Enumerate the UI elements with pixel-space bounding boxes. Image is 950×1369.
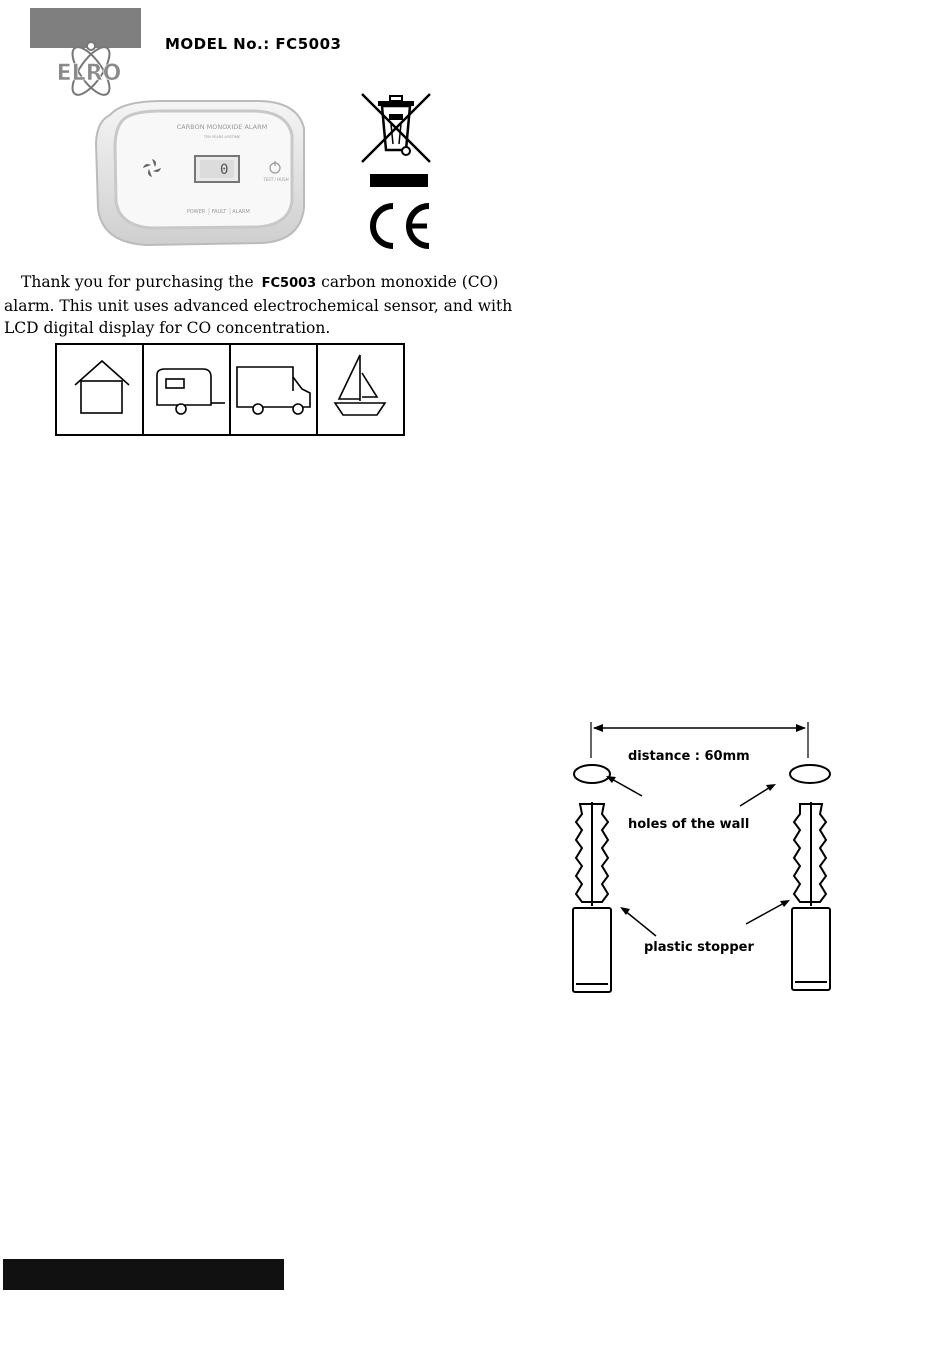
stopper-label: plastic stopper bbox=[644, 940, 754, 955]
svg-text:0: 0 bbox=[220, 162, 229, 178]
led-label-fault: FAULT bbox=[211, 209, 227, 215]
intro-line2: alarm. This unit uses advanced electrochemical sensor, and with bbox=[4, 297, 513, 315]
wall-hole-left bbox=[574, 765, 610, 783]
motorhome-icon bbox=[237, 367, 310, 414]
usage-icons-strip bbox=[55, 343, 405, 436]
weee-bin-icon bbox=[358, 88, 434, 188]
intro-part1: Thank you for purchasing the bbox=[21, 273, 254, 291]
intro-line3: LCD digital display for CO concentration. bbox=[4, 319, 331, 337]
led-label-power: POWER bbox=[186, 209, 206, 215]
intro-model: FC5003 bbox=[261, 276, 317, 291]
model-number: MODEL No.: FC5003 bbox=[165, 35, 342, 53]
panel-subtitle: TEN YEARS LIFETIME bbox=[203, 135, 241, 139]
section-bar bbox=[3, 1259, 284, 1290]
boat-icon bbox=[335, 355, 385, 415]
wall-plug-right bbox=[792, 802, 830, 990]
caravan-icon bbox=[157, 369, 225, 414]
holes-label: holes of the wall bbox=[628, 817, 750, 832]
intro-paragraph bbox=[4, 271, 513, 339]
co-alarm-device-image bbox=[92, 93, 312, 248]
distance-label: distance : 60mm bbox=[628, 749, 750, 764]
intro-part2: carbon monoxide (CO) bbox=[321, 273, 499, 291]
led-label-alarm: ALARM bbox=[232, 209, 250, 215]
wall-plug-left bbox=[573, 802, 611, 992]
wall-hole-right bbox=[790, 765, 830, 783]
mounting-diagram bbox=[560, 716, 850, 1006]
panel-title: CARBON MONOXIDE ALARM bbox=[176, 123, 268, 131]
brand-text: ELRO bbox=[56, 61, 122, 86]
ce-mark-icon bbox=[363, 200, 433, 252]
house-icon bbox=[75, 361, 129, 413]
test-label: TEST / HUSH bbox=[263, 177, 289, 182]
